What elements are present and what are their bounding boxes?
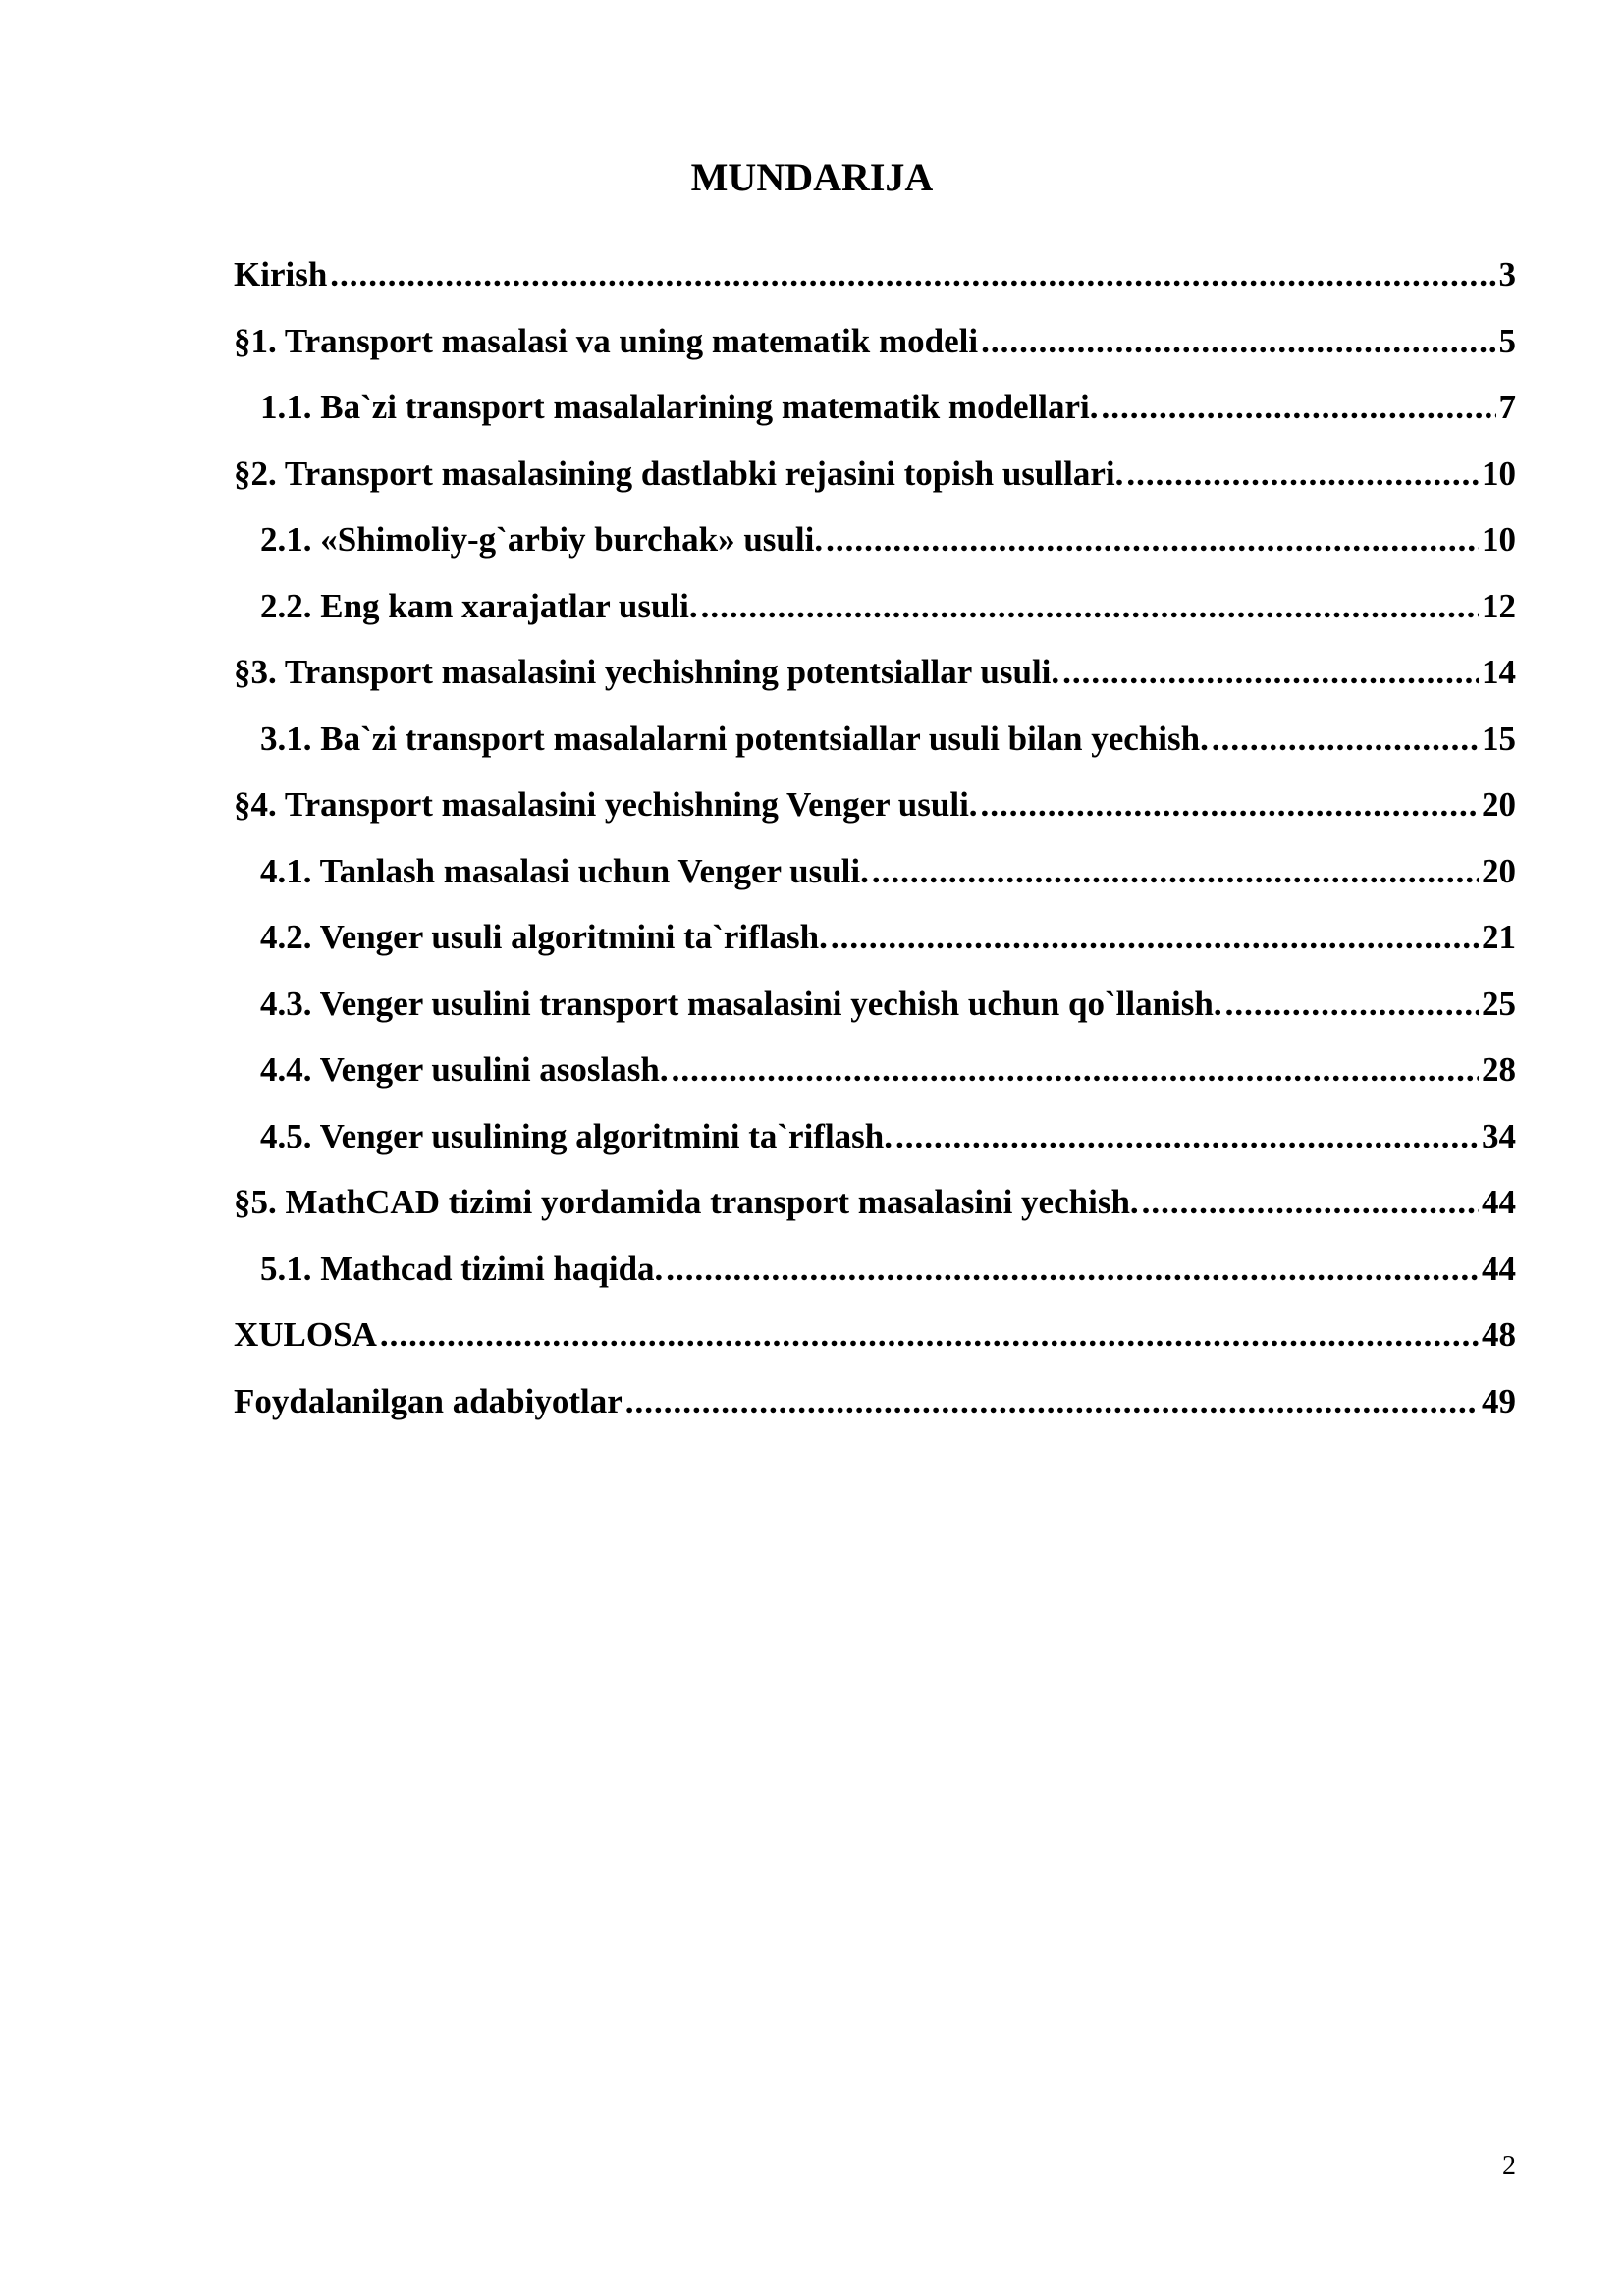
- toc-entry-page: 14: [1482, 653, 1516, 691]
- dot-leader: [1062, 648, 1479, 697]
- table-of-contents: [234, 250, 1516, 1443]
- toc-entry: [234, 450, 1516, 516]
- toc-entry-text: 4.5. Venger usulining algoritmini ta`riflash.: [260, 1116, 893, 1155]
- toc-entry: [234, 383, 1516, 450]
- dot-leader: [872, 847, 1479, 896]
- toc-entry-page: 28: [1482, 1050, 1516, 1089]
- dot-leader: [625, 1377, 1479, 1426]
- toc-entry-page: 48: [1482, 1315, 1516, 1354]
- toc-entry-page: 15: [1482, 719, 1516, 758]
- toc-entry-page: 12: [1482, 586, 1516, 625]
- toc-entry-text: §3. Transport masalasini yechishning potentsiallar usuli.: [234, 653, 1060, 691]
- toc-entry-text: 4.3. Venger usulini transport masalasini yechish uchun qo`llanish.: [260, 984, 1222, 1023]
- dot-leader: [826, 515, 1479, 564]
- toc-entry: [234, 1245, 1516, 1311]
- toc-entry-text: 4.1. Tanlash masalasi uchun Venger usuli.: [260, 851, 869, 890]
- toc-entry-text: 4.4. Venger usulini asoslash.: [260, 1050, 669, 1089]
- toc-entry-page: 7: [1498, 388, 1516, 426]
- toc-entry-page: 3: [1498, 255, 1516, 294]
- toc-entry: [234, 648, 1516, 715]
- toc-entry: [234, 1377, 1516, 1444]
- dot-leader: [701, 582, 1479, 631]
- toc-entry: [234, 515, 1516, 582]
- dot-leader: [981, 317, 1495, 366]
- toc-entry-text: Kirish: [234, 255, 328, 294]
- toc-entry-text: §2. Transport masalasining dastlabki rejasini topish usullari.: [234, 454, 1124, 493]
- toc-entry-page: 25: [1482, 984, 1516, 1023]
- toc-entry: [234, 780, 1516, 847]
- toc-entry-text: 4.2. Venger usuli algoritmini ta`riflash.: [260, 918, 828, 956]
- dot-leader: [1142, 1178, 1479, 1227]
- dot-leader: [981, 780, 1479, 829]
- dot-leader: [330, 250, 1495, 299]
- toc-entry: [234, 715, 1516, 781]
- toc-entry: [234, 1310, 1516, 1377]
- toc-entry: [234, 1045, 1516, 1112]
- dot-leader: [831, 913, 1479, 962]
- toc-entry-text: XULOSA: [234, 1315, 377, 1354]
- toc-entry: [234, 582, 1516, 649]
- toc-title: MUNDARIJA: [690, 155, 934, 199]
- toc-entry: [234, 1178, 1516, 1245]
- toc-entry: [234, 847, 1516, 914]
- dot-leader: [380, 1310, 1479, 1360]
- toc-entry: [234, 980, 1516, 1046]
- toc-entry: [234, 913, 1516, 980]
- toc-entry-page: 44: [1482, 1183, 1516, 1221]
- toc-entry-text: 2.2. Eng kam xarajatlar usuli.: [260, 586, 698, 625]
- toc-entry-page: 20: [1482, 851, 1516, 890]
- toc-entry-text: §5. MathCAD tizimi yordamida transport masalasini yechish.: [234, 1183, 1139, 1221]
- dot-leader: [666, 1245, 1479, 1294]
- toc-entry-page: 44: [1482, 1249, 1516, 1288]
- toc-entry-text: 3.1. Ba`zi transport masalalarni potentsiallar usuli bilan yechish.: [260, 719, 1209, 758]
- dot-leader: [1102, 383, 1496, 432]
- toc-entry-text: 5.1. Mathcad tizimi haqida.: [260, 1249, 664, 1288]
- dot-leader: [1126, 450, 1479, 499]
- toc-entry-page: 34: [1482, 1116, 1516, 1155]
- toc-entry-page: 5: [1498, 321, 1516, 360]
- toc-entry-text: Foydalanilgan adabiyotlar: [234, 1381, 623, 1420]
- toc-entry: [234, 317, 1516, 384]
- toc-entry-page: 49: [1482, 1381, 1516, 1420]
- toc-entry-page: 10: [1482, 520, 1516, 559]
- toc-entry-text: 1.1. Ba`zi transport masalalarining matematik modellari.: [260, 388, 1099, 426]
- dot-leader: [672, 1045, 1479, 1095]
- toc-entry-text: §1. Transport masalasi va uning matematik modeli: [234, 321, 979, 360]
- toc-entry-page: 10: [1482, 454, 1516, 493]
- page-number: 2: [1502, 2151, 1516, 2181]
- toc-entry-text: §4. Transport masalasini yechishning Venger usuli.: [234, 785, 978, 824]
- toc-entry-page: 21: [1482, 918, 1516, 956]
- dot-leader: [1225, 980, 1479, 1029]
- dot-leader: [895, 1112, 1479, 1161]
- toc-entry-text: 2.1. «Shimoliy-g`arbiy burchak» usuli.: [260, 520, 824, 559]
- toc-entry: [234, 1112, 1516, 1179]
- toc-entry-page: 20: [1482, 785, 1516, 824]
- toc-entry: [234, 250, 1516, 317]
- dot-leader: [1212, 715, 1479, 764]
